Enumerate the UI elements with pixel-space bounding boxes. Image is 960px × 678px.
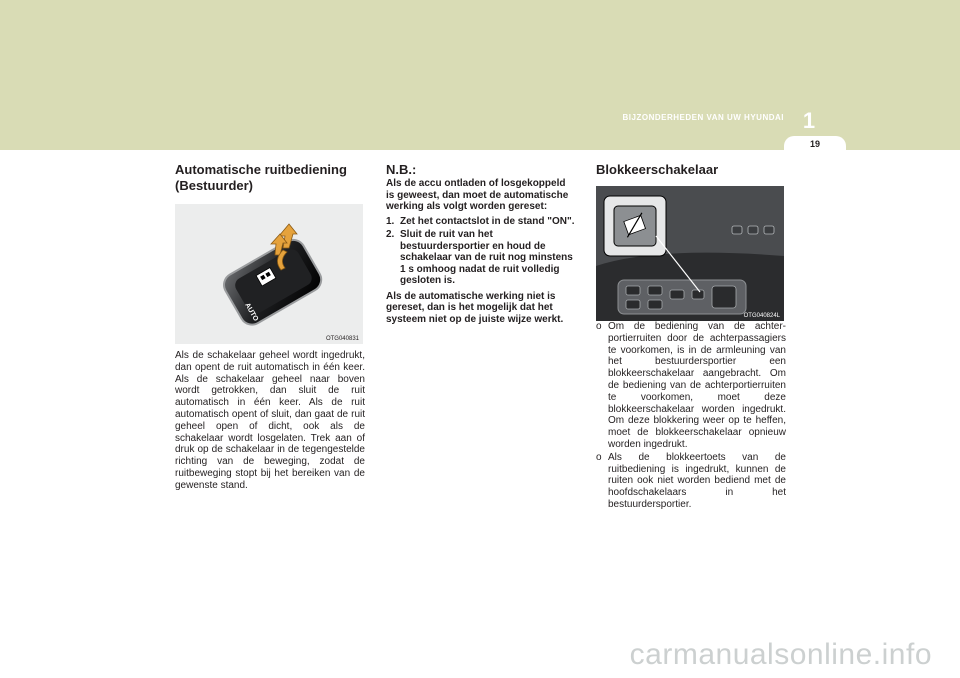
section-heading-auto-window: Automatische ruitbediening (Bestuurder) (175, 162, 347, 193)
note-intro: Als de accu ontladen of losgekoppeld is geweest, dan moet de automatische werking als volgt worden gereset: (386, 178, 569, 212)
window-switch-illustration (175, 204, 363, 344)
note-outro: Als de automatische werking niet is gereset, dan is het mogelijk dat het systeem niet op de juiste wijze werkt. (386, 290, 564, 325)
note-heading: N.B.: (386, 162, 417, 177)
switch-body (220, 235, 326, 328)
page-number: 19 (809, 139, 820, 149)
section-title: BIJZONDERHEDEN VAN UW HYUNDAI (622, 113, 784, 122)
step-number: 2. (386, 229, 395, 240)
step-text: Zet het contactslot in de stand "ON". (400, 215, 575, 227)
figure-code: OTG040831 (325, 336, 359, 342)
figure-code: OTG040824L (743, 313, 780, 319)
figure-window-switch (175, 204, 363, 344)
note-steps (386, 216, 576, 287)
column-lock-switch (596, 162, 786, 512)
column-note (386, 162, 576, 325)
step-item (386, 229, 576, 287)
section-heading-lock-switch: Blokkeerschakelaar (596, 162, 719, 177)
bullet-text: Als de blokkeertoets van de ruitbediening is ingedrukt, kunnen de ruiten ook niet worden bediend met de hoofdschakelaars in het bestuurdersportier. (608, 451, 786, 510)
body-text: Als de schakelaar geheel wordt ingedrukt, dan opent de ruit automatisch in één keer. Als de schakelaar geheel naar boven wordt getrokken, dan sluit de ruit automatisch in één keer. Als de ruit automatisch opent of sluit, dan gaat de ruit geheel open of dicht, ook als de schakelaar wordt losgelaten. Trek aan of druk op de schakelaar in de tegengestelde richting van de beweging, zodat de ruitbeweging stopt bij het bereiken van de gewenste stand. (175, 350, 365, 491)
lock-bullets (596, 321, 786, 511)
bullet-mark: o (596, 321, 602, 332)
step-item (386, 216, 576, 228)
step-number: 1. (386, 215, 395, 227)
chapter-number: 1 (802, 108, 816, 133)
bullet-item (596, 321, 786, 451)
figure-door-panel (596, 186, 784, 321)
watermark: carmanualsonline.info (629, 638, 932, 671)
auto-label: AUTO (243, 302, 260, 323)
step-text: Sluit de ruit van het bestuurdersportier en houd de schakelaar van de ruit nog minstens 1 s omhoog nadat de ruit volledig gesloten is. (400, 229, 573, 286)
door-panel-illustration (596, 186, 784, 321)
bullet-mark: o (596, 451, 602, 463)
bullet-text: Om de bediening van de achter-portierruiten door de achterpassagiers te voorkomen, is in de armleuning van het bestuurdersportier een blokkeerschakelaar aangebracht. Om de bediening van de achterportierruiten te voorkomen, moet deze blokkeerschakelaar worden ingedrukt. Om deze blokkering weer op te heffen, moet de blokkeerschakelaar opnieuw worden ingedrukt. (608, 321, 786, 450)
bullet-item (596, 452, 786, 511)
column-auto-window (175, 162, 365, 492)
